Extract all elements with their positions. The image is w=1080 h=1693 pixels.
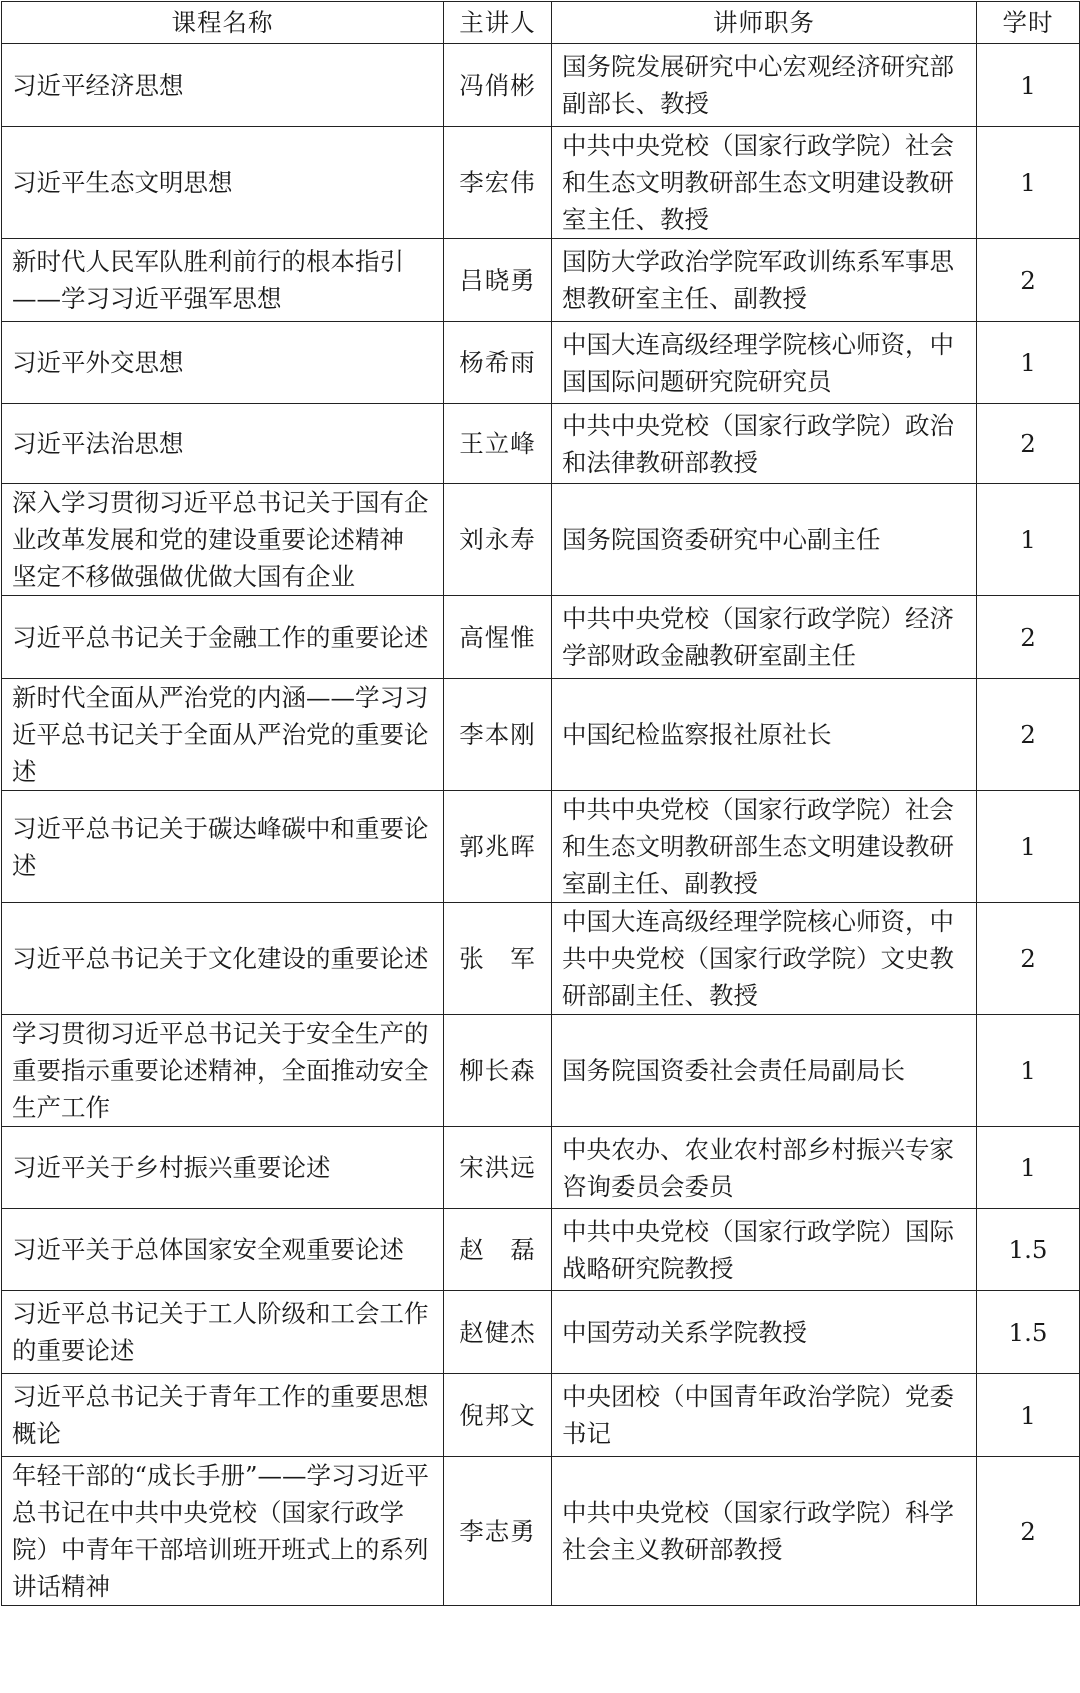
lecturer-title: 中央团校（中国青年政治学院）党委书记 [552,1374,977,1457]
course-name: 习近平总书记关于文化建设的重要论述 [2,903,444,1015]
lecturer-title: 中共中央党校（国家行政学院）政治和法律教研部教授 [552,404,977,484]
lecturer-title: 中国劳动关系学院教授 [552,1291,977,1374]
table-row [2,903,1080,1015]
lecturer-name: 赵 磊 [444,1209,552,1291]
table-row [2,1374,1080,1457]
header-lecturer: 主讲人 [444,2,552,44]
table-row [2,44,1080,127]
lecturer-name: 杨希雨 [444,322,552,404]
table-row [2,322,1080,404]
header-hours: 学时 [977,2,1080,44]
table-row [2,596,1080,679]
table-row [2,1127,1080,1209]
course-name: 习近平外交思想 [2,322,444,404]
course-name: 习近平总书记关于工人阶级和工会工作的重要论述 [2,1291,444,1374]
lecturer-name: 吕晓勇 [444,239,552,322]
lecturer-name: 张 军 [444,903,552,1015]
table-row [2,1015,1080,1127]
lecturer-title: 中国大连高级经理学院核心师资，中国国际问题研究院研究员 [552,322,977,404]
course-name: 习近平总书记关于青年工作的重要思想概论 [2,1374,444,1457]
course-name: 习近平总书记关于金融工作的重要论述 [2,596,444,679]
course-hours: 1 [977,791,1080,903]
course-name: 习近平生态文明思想 [2,127,444,239]
table-row [2,404,1080,484]
lecturer-title: 国务院发展研究中心宏观经济研究部副部长、教授 [552,44,977,127]
course-name: 新时代人民军队胜利前行的根本指引——学习习近平强军思想 [2,239,444,322]
course-hours: 2 [977,679,1080,791]
lecturer-title: 国防大学政治学院军政训练系军事思想教研室主任、副教授 [552,239,977,322]
course-hours: 1 [977,322,1080,404]
lecturer-name: 倪邦文 [444,1374,552,1457]
lecturer-title: 中共中央党校（国家行政学院）社会和生态文明教研部生态文明建设教研室副主任、副教授 [552,791,977,903]
course-hours: 2 [977,596,1080,679]
table-header [2,2,1080,44]
lecturer-name: 李志勇 [444,1457,552,1606]
course-hours: 1 [977,1127,1080,1209]
lecturer-name: 冯俏彬 [444,44,552,127]
course-name: 习近平关于总体国家安全观重要论述 [2,1209,444,1291]
course-name: 习近平法治思想 [2,404,444,484]
lecturer-title: 中国纪检监察报社原社长 [552,679,977,791]
course-name: 习近平经济思想 [2,44,444,127]
course-hours: 2 [977,404,1080,484]
lecturer-name: 李宏伟 [444,127,552,239]
table-row [2,679,1080,791]
course-name: 习近平关于乡村振兴重要论述 [2,1127,444,1209]
table-row [2,484,1080,596]
course-name: 年轻干部的“成长手册”——学习习近平总书记在中共中央党校（国家行政学院）中青年干部培训班开班式上的系列讲话精神 [2,1457,444,1606]
table-row [2,791,1080,903]
lecturer-name: 宋洪远 [444,1127,552,1209]
table-row [2,239,1080,322]
lecturer-title: 国务院国资委社会责任局副局长 [552,1015,977,1127]
lecturer-title: 中共中央党校（国家行政学院）社会和生态文明教研部生态文明建设教研室主任、教授 [552,127,977,239]
table-row [2,1291,1080,1374]
lecturer-name: 高惺惟 [444,596,552,679]
lecturer-name: 刘永寿 [444,484,552,596]
course-table [1,1,1080,1606]
lecturer-title: 中共中央党校（国家行政学院）经济学部财政金融教研室副主任 [552,596,977,679]
table-body [2,44,1080,1606]
course-hours: 1 [977,1374,1080,1457]
lecturer-name: 王立峰 [444,404,552,484]
course-hours: 2 [977,1457,1080,1606]
course-hours: 1 [977,44,1080,127]
lecturer-title: 中央农办、农业农村部乡村振兴专家咨询委员会委员 [552,1127,977,1209]
table-row [2,1209,1080,1291]
course-hours: 1 [977,1015,1080,1127]
header-row [2,2,1080,44]
course-name: 新时代全面从严治党的内涵——学习习近平总书记关于全面从严治党的重要论述 [2,679,444,791]
course-name: 深入学习贯彻习近平总书记关于国有企业改革发展和党的建设重要论述精神 坚定不移做强做优做大国有企业 [2,484,444,596]
course-name: 习近平总书记关于碳达峰碳中和重要论述 [2,791,444,903]
table-row [2,1457,1080,1606]
course-hours: 1.5 [977,1209,1080,1291]
lecturer-title: 中共中央党校（国家行政学院）国际战略研究院教授 [552,1209,977,1291]
table-row [2,127,1080,239]
lecturer-title: 国务院国资委研究中心副主任 [552,484,977,596]
course-name: 学习贯彻习近平总书记关于安全生产的重要指示重要论述精神，全面推动安全生产工作 [2,1015,444,1127]
header-course-name: 课程名称 [2,2,444,44]
course-hours: 1 [977,127,1080,239]
course-hours: 1 [977,484,1080,596]
lecturer-title: 中国大连高级经理学院核心师资，中共中央党校（国家行政学院）文史教研部副主任、教授 [552,903,977,1015]
lecturer-name: 李本刚 [444,679,552,791]
course-hours: 2 [977,239,1080,322]
course-hours: 1.5 [977,1291,1080,1374]
lecturer-title: 中共中央党校（国家行政学院）科学社会主义教研部教授 [552,1457,977,1606]
lecturer-name: 郭兆晖 [444,791,552,903]
lecturer-name: 柳长森 [444,1015,552,1127]
header-lecturer-title: 讲师职务 [552,2,977,44]
course-hours: 2 [977,903,1080,1015]
lecturer-name: 赵健杰 [444,1291,552,1374]
